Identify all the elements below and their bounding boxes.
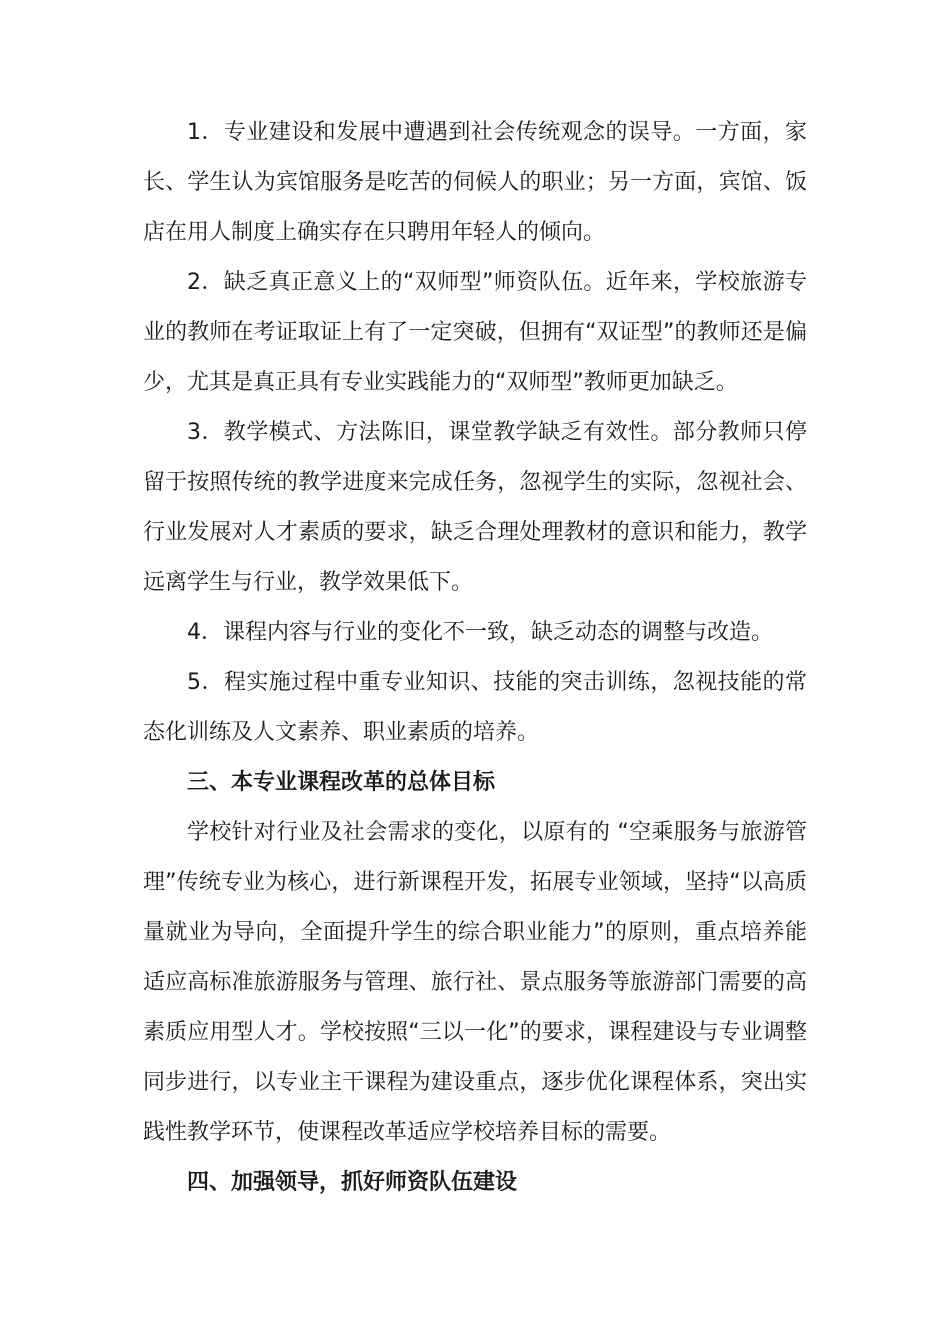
paragraph-item-3: 3．教学模式、方法陈旧，课堂教学缺乏有效性。部分教师只停留于按照传统的教学进度来完成任务，忽视学生的实际，忽视社会、行业发展对人才素质的要求，缺乏合理处理教材的意识和能力，教学远离学生与行业，教学效果低下。 <box>143 420 807 595</box>
document-page <box>143 108 807 1208</box>
section-3-body: 学校针对行业及社会需求的变化，以原有的 “空乘服务与旅游管理”传统专业为核心，进行新课程开发，拓展专业领域，坚持“以高质量就业为导向，全面提升学生的综合职业能力”的原则，重点培养能适应高标准旅游服务与管理、旅行社、景点服务等旅游部门需要的高素质应用型人才。学校按照“三以一化”的要求，课程建设与专业调整同步进行，以专业主干课程为建设重点，逐步优化课程体系，突出实践性教学环节，使课程改革适应学校培养目标的需要。 <box>143 820 807 1145</box>
section-heading-4: 四、加强领导，抓好师资队伍建设 <box>187 1170 518 1195</box>
paragraph-item-2: 2．缺乏真正意义上的“双师型”师资队伍。近年来，学校旅游专业的教师在考证取证上有了一定突破，但拥有“双证型”的教师还是偏少，尤其是真正具有专业实践能力的“双师型”教师更加缺乏。 <box>143 270 807 395</box>
paragraph-item-4: 4．课程内容与行业的变化不一致，缺乏动态的调整与改造。 <box>187 620 773 645</box>
paragraph-item-1: 1．专业建设和发展中遭遇到社会传统观念的误导。一方面，家长、学生认为宾馆服务是吃苦的伺候人的职业；另一方面，宾馆、饭店在用人制度上确实存在只聘用年轻人的倾向。 <box>143 120 807 245</box>
section-heading-3: 三、本专业课程改革的总体目标 <box>187 770 496 795</box>
paragraph-item-5: 5．程实施过程中重专业知识、技能的突击训练，忽视技能的常态化训练及人文素养、职业素质的培养。 <box>143 670 807 745</box>
